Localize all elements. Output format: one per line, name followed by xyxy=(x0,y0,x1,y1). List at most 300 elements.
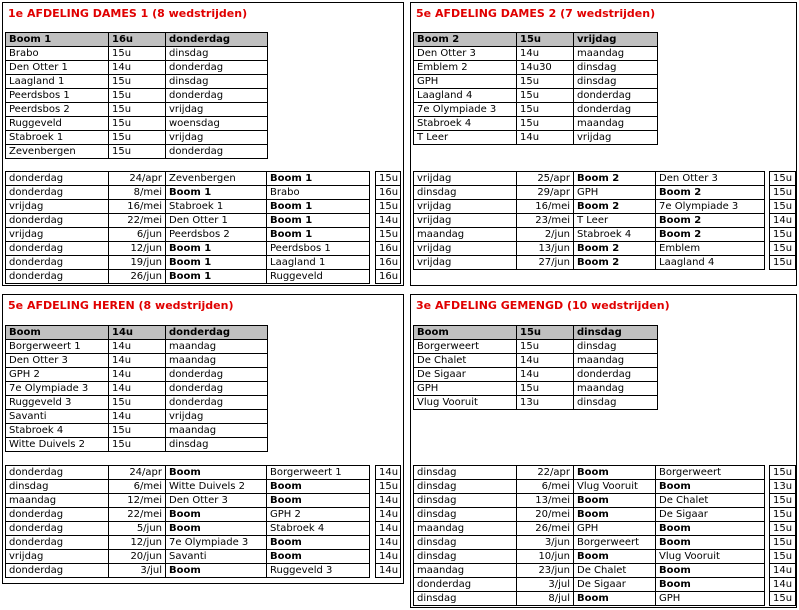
team-day-cell: woensdag xyxy=(166,117,268,131)
match-date-cell: 3/jul xyxy=(517,578,574,592)
match-row xyxy=(414,536,796,550)
match-away-cell: Laagland 1 xyxy=(267,256,370,270)
match-time-cell: 13u xyxy=(770,480,796,494)
team-name-cell: Witte Duivels 2 xyxy=(6,438,109,452)
team-time-cell: 14u xyxy=(109,340,166,354)
team-time-cell: 15u xyxy=(517,89,574,103)
match-time-cell: 14u xyxy=(376,466,401,480)
match-day-cell: dinsdag xyxy=(6,480,109,494)
team-time-cell: 14u xyxy=(109,61,166,75)
section-title: 1e AFDELING DAMES 1 (8 wedstrijden) xyxy=(8,7,248,20)
home-team-cell: Boom xyxy=(414,326,517,340)
match-row xyxy=(6,242,401,256)
match-day-cell: donderdag xyxy=(6,564,109,578)
match-time-cell: 15u xyxy=(376,172,401,186)
home-time-cell: 15u xyxy=(517,33,574,47)
match-time-cell: 16u xyxy=(376,242,401,256)
match-row xyxy=(6,494,401,508)
team-row xyxy=(6,368,268,382)
match-home-cell: Boom 2 xyxy=(574,172,656,186)
home-time-cell: 14u xyxy=(109,326,166,340)
match-home-cell: Boom xyxy=(574,508,656,522)
match-time-cell: 15u xyxy=(770,522,796,536)
team-day-cell: maandag xyxy=(166,340,268,354)
team-time-cell: 15u xyxy=(517,103,574,117)
team-row xyxy=(6,438,268,452)
match-time-cell: 15u xyxy=(770,186,796,200)
match-row xyxy=(6,200,401,214)
match-home-cell: Den Otter 3 xyxy=(166,494,267,508)
team-row xyxy=(6,47,268,61)
match-day-cell: dinsdag xyxy=(414,494,517,508)
team-time-cell: 15u xyxy=(517,340,574,354)
match-day-cell: maandag xyxy=(6,494,109,508)
match-away-cell: Borgerweert xyxy=(656,466,765,480)
match-date-cell: 22/mei xyxy=(109,214,166,228)
matches-table xyxy=(413,171,796,270)
match-day-cell: vrijdag xyxy=(414,172,517,186)
team-row xyxy=(6,131,268,145)
match-home-cell: Boom 1 xyxy=(166,270,267,284)
team-day-cell: vrijdag xyxy=(166,103,268,117)
team-time-cell: 14u xyxy=(109,368,166,382)
team-row xyxy=(414,103,658,117)
match-home-cell: Boom 1 xyxy=(166,242,267,256)
match-home-cell: Boom 2 xyxy=(574,200,656,214)
match-away-cell: Vlug Vooruit xyxy=(656,550,765,564)
team-time-cell: 13u xyxy=(517,396,574,410)
match-time-cell: 14u xyxy=(376,564,401,578)
team-name-cell: Ruggeveld 3 xyxy=(6,396,109,410)
team-day-cell: donderdag xyxy=(166,61,268,75)
match-home-cell: Boom 2 xyxy=(574,256,656,270)
match-away-cell: Boom 1 xyxy=(267,214,370,228)
matches-body xyxy=(414,172,796,270)
team-day-cell: maandag xyxy=(166,354,268,368)
team-day-cell: donderdag xyxy=(166,145,268,159)
team-time-cell: 15u xyxy=(517,75,574,89)
match-time-cell: 16u xyxy=(376,186,401,200)
match-time-cell: 14u xyxy=(376,536,401,550)
match-away-cell: Ruggeveld xyxy=(267,270,370,284)
match-time-cell: 14u xyxy=(376,508,401,522)
match-row xyxy=(414,592,796,606)
matches-body xyxy=(6,172,401,284)
match-time-cell: 15u xyxy=(376,480,401,494)
team-day-cell: dinsdag xyxy=(574,340,658,354)
match-time-cell: 15u xyxy=(770,200,796,214)
team-time-cell: 14u xyxy=(109,410,166,424)
home-team-cell: Boom xyxy=(6,326,109,340)
home-day-cell: donderdag xyxy=(166,33,268,47)
match-time-cell: 15u xyxy=(770,228,796,242)
match-day-cell: vrijdag xyxy=(414,214,517,228)
team-time-cell: 15u xyxy=(109,47,166,61)
team-name-cell: GPH xyxy=(414,75,517,89)
team-row xyxy=(6,89,268,103)
match-away-cell: GPH 2 xyxy=(267,508,370,522)
match-time-cell: 15u xyxy=(770,550,796,564)
team-row xyxy=(414,61,658,75)
match-home-cell: 7e Olympiade 3 xyxy=(166,536,267,550)
team-name-cell: Stabroek 1 xyxy=(6,131,109,145)
team-row xyxy=(6,61,268,75)
match-date-cell: 26/mei xyxy=(517,522,574,536)
team-day-cell: donderdag xyxy=(574,103,658,117)
section-gemengd xyxy=(410,294,797,608)
match-day-cell: dinsdag xyxy=(414,186,517,200)
match-away-cell: Boom xyxy=(267,536,370,550)
match-time-cell: 15u xyxy=(770,242,796,256)
match-date-cell: 3/jun xyxy=(517,536,574,550)
match-away-cell: Borgerweert 1 xyxy=(267,466,370,480)
match-time-cell: 16u xyxy=(376,270,401,284)
match-home-cell: Savanti xyxy=(166,550,267,564)
team-name-cell: 7e Olympiade 3 xyxy=(6,382,109,396)
match-away-cell: Stabroek 4 xyxy=(267,522,370,536)
match-day-cell: dinsdag xyxy=(414,466,517,480)
match-home-cell: Peerdsbos 2 xyxy=(166,228,267,242)
match-date-cell: 25/apr xyxy=(517,172,574,186)
home-day-cell: vrijdag xyxy=(574,33,658,47)
match-home-cell: Boom xyxy=(166,466,267,480)
team-row xyxy=(6,424,268,438)
matches-table xyxy=(5,465,401,578)
match-time-cell: 14u xyxy=(376,494,401,508)
match-home-cell: De Chalet xyxy=(574,564,656,578)
match-home-cell: De Sigaar xyxy=(574,578,656,592)
match-date-cell: 23/jun xyxy=(517,564,574,578)
match-home-cell: Vlug Vooruit xyxy=(574,480,656,494)
match-date-cell: 26/jun xyxy=(109,270,166,284)
match-date-cell: 20/mei xyxy=(517,508,574,522)
match-away-cell: Den Otter 3 xyxy=(656,172,765,186)
team-day-cell: maandag xyxy=(574,354,658,368)
match-row xyxy=(6,522,401,536)
teams-body xyxy=(414,33,658,145)
team-row xyxy=(414,354,658,368)
match-day-cell: vrijdag xyxy=(6,550,109,564)
match-time-cell: 14u xyxy=(770,564,796,578)
match-row xyxy=(414,228,796,242)
match-home-cell: Boom xyxy=(574,466,656,480)
section-heren xyxy=(2,294,404,584)
match-home-cell: Den Otter 1 xyxy=(166,214,267,228)
match-away-cell: Boom xyxy=(267,494,370,508)
team-name-cell: Savanti xyxy=(6,410,109,424)
match-date-cell: 8/mei xyxy=(109,186,166,200)
team-name-cell: Laagland 4 xyxy=(414,89,517,103)
team-name-cell: Borgerweert xyxy=(414,340,517,354)
team-name-cell: Den Otter 3 xyxy=(414,47,517,61)
team-name-cell: GPH xyxy=(414,382,517,396)
team-name-cell: Den Otter 1 xyxy=(6,61,109,75)
match-day-cell: donderdag xyxy=(6,256,109,270)
team-day-cell: maandag xyxy=(574,47,658,61)
match-date-cell: 12/mei xyxy=(109,494,166,508)
team-name-cell: T Leer xyxy=(414,131,517,145)
team-day-cell: dinsdag xyxy=(574,61,658,75)
match-away-cell: Laagland 4 xyxy=(656,256,765,270)
match-away-cell: Boom xyxy=(267,480,370,494)
match-day-cell: donderdag xyxy=(6,536,109,550)
match-date-cell: 13/jun xyxy=(517,242,574,256)
match-away-cell: De Chalet xyxy=(656,494,765,508)
team-day-cell: dinsdag xyxy=(574,75,658,89)
match-date-cell: 6/mei xyxy=(109,480,166,494)
team-day-cell: donderdag xyxy=(166,396,268,410)
team-day-cell: donderdag xyxy=(574,89,658,103)
match-date-cell: 10/jun xyxy=(517,550,574,564)
match-row xyxy=(414,578,796,592)
team-time-cell: 15u xyxy=(517,382,574,396)
match-home-cell: Boom xyxy=(574,592,656,606)
match-away-cell: Ruggeveld 3 xyxy=(267,564,370,578)
section-title: 5e AFDELING HEREN (8 wedstrijden) xyxy=(8,299,234,312)
match-away-cell: Emblem xyxy=(656,242,765,256)
team-row xyxy=(6,145,268,159)
match-day-cell: donderdag xyxy=(6,270,109,284)
match-home-cell: Boom xyxy=(574,494,656,508)
team-row xyxy=(6,103,268,117)
team-day-cell: vrijdag xyxy=(166,410,268,424)
team-time-cell: 14u xyxy=(109,354,166,368)
match-day-cell: donderdag xyxy=(6,466,109,480)
team-name-cell: Peerdsbos 2 xyxy=(6,103,109,117)
match-date-cell: 24/apr xyxy=(109,466,166,480)
team-row xyxy=(414,368,658,382)
team-name-cell: Vlug Vooruit xyxy=(414,396,517,410)
team-day-cell: dinsdag xyxy=(166,47,268,61)
match-row xyxy=(6,508,401,522)
match-time-cell: 15u xyxy=(770,494,796,508)
team-name-cell: Borgerweert 1 xyxy=(6,340,109,354)
teams-body xyxy=(414,326,658,410)
home-day-cell: dinsdag xyxy=(574,326,658,340)
match-date-cell: 22/apr xyxy=(517,466,574,480)
match-home-cell: Boom xyxy=(574,550,656,564)
team-row xyxy=(6,410,268,424)
team-time-cell: 15u xyxy=(109,89,166,103)
home-team-cell: Boom 2 xyxy=(414,33,517,47)
team-row xyxy=(414,396,658,410)
team-name-cell: Zevenbergen xyxy=(6,145,109,159)
team-time-cell: 14u xyxy=(517,47,574,61)
team-day-cell: vrijdag xyxy=(574,131,658,145)
team-time-cell: 15u xyxy=(109,131,166,145)
match-day-cell: maandag xyxy=(414,522,517,536)
section-dames-1 xyxy=(2,2,404,286)
match-home-cell: Witte Duivels 2 xyxy=(166,480,267,494)
match-row xyxy=(6,172,401,186)
match-day-cell: donderdag xyxy=(6,172,109,186)
team-day-cell: vrijdag xyxy=(166,131,268,145)
team-name-cell: Stabroek 4 xyxy=(414,117,517,131)
match-day-cell: dinsdag xyxy=(414,550,517,564)
match-row xyxy=(6,270,401,284)
match-away-cell: Peerdsbos 1 xyxy=(267,242,370,256)
team-day-cell: donderdag xyxy=(574,368,658,382)
match-day-cell: dinsdag xyxy=(414,592,517,606)
match-date-cell: 6/jun xyxy=(109,228,166,242)
match-time-cell: 15u xyxy=(770,536,796,550)
match-time-cell: 14u xyxy=(376,214,401,228)
team-row xyxy=(6,117,268,131)
team-time-cell: 15u xyxy=(109,145,166,159)
match-home-cell: Boom 2 xyxy=(574,242,656,256)
match-row xyxy=(414,522,796,536)
match-away-cell: Boom 1 xyxy=(267,228,370,242)
match-row xyxy=(414,172,796,186)
team-time-cell: 15u xyxy=(109,103,166,117)
match-day-cell: maandag xyxy=(414,564,517,578)
match-day-cell: donderdag xyxy=(414,578,517,592)
team-row xyxy=(6,396,268,410)
match-away-cell: Boom 2 xyxy=(656,186,765,200)
match-date-cell: 23/mei xyxy=(517,214,574,228)
team-row xyxy=(414,131,658,145)
team-name-cell: Brabo xyxy=(6,47,109,61)
match-away-cell: Boom xyxy=(656,522,765,536)
match-row xyxy=(414,480,796,494)
teams-header-row xyxy=(6,33,268,47)
match-away-cell: Boom 1 xyxy=(267,200,370,214)
team-row xyxy=(414,382,658,396)
match-time-cell: 15u xyxy=(770,508,796,522)
match-row xyxy=(414,256,796,270)
match-day-cell: donderdag xyxy=(6,214,109,228)
match-day-cell: vrijdag xyxy=(6,200,109,214)
match-home-cell: Zevenbergen xyxy=(166,172,267,186)
match-time-cell: 15u xyxy=(770,172,796,186)
team-time-cell: 15u xyxy=(109,75,166,89)
match-time-cell: 14u xyxy=(376,550,401,564)
team-day-cell: maandag xyxy=(574,382,658,396)
match-row xyxy=(6,550,401,564)
match-time-cell: 15u xyxy=(770,256,796,270)
teams-table xyxy=(413,32,658,145)
team-time-cell: 14u xyxy=(109,382,166,396)
match-date-cell: 8/jul xyxy=(517,592,574,606)
match-day-cell: dinsdag xyxy=(414,508,517,522)
team-time-cell: 14u xyxy=(517,368,574,382)
match-time-cell: 15u xyxy=(376,228,401,242)
matches-body xyxy=(6,466,401,578)
match-away-cell: 7e Olympiade 3 xyxy=(656,200,765,214)
match-home-cell: Boom xyxy=(166,522,267,536)
team-time-cell: 15u xyxy=(109,396,166,410)
team-time-cell: 15u xyxy=(109,438,166,452)
home-time-cell: 15u xyxy=(517,326,574,340)
team-name-cell: Stabroek 4 xyxy=(6,424,109,438)
matches-table xyxy=(5,171,401,284)
match-away-cell: De Sigaar xyxy=(656,508,765,522)
match-row xyxy=(414,550,796,564)
match-row xyxy=(414,508,796,522)
team-row xyxy=(414,47,658,61)
match-date-cell: 27/jun xyxy=(517,256,574,270)
match-home-cell: Stabroek 1 xyxy=(166,200,267,214)
match-home-cell: Boom xyxy=(166,564,267,578)
team-row xyxy=(414,117,658,131)
team-name-cell: GPH 2 xyxy=(6,368,109,382)
teams-header-row xyxy=(6,326,268,340)
team-time-cell: 14u xyxy=(517,354,574,368)
match-row xyxy=(6,228,401,242)
match-home-cell: GPH xyxy=(574,186,656,200)
match-row xyxy=(414,214,796,228)
match-date-cell: 19/jun xyxy=(109,256,166,270)
match-time-cell: 15u xyxy=(376,200,401,214)
team-row xyxy=(414,89,658,103)
match-day-cell: vrijdag xyxy=(414,200,517,214)
match-row xyxy=(414,564,796,578)
team-day-cell: donderdag xyxy=(166,89,268,103)
match-row xyxy=(414,200,796,214)
teams-header-row xyxy=(414,33,658,47)
match-home-cell: GPH xyxy=(574,522,656,536)
team-row xyxy=(6,354,268,368)
match-row xyxy=(6,466,401,480)
match-time-cell: 14u xyxy=(376,522,401,536)
team-time-cell: 14u xyxy=(517,131,574,145)
match-away-cell: Boom xyxy=(267,550,370,564)
home-time-cell: 16u xyxy=(109,33,166,47)
match-row xyxy=(414,466,796,480)
match-day-cell: donderdag xyxy=(6,508,109,522)
team-row xyxy=(6,340,268,354)
team-name-cell: Ruggeveld xyxy=(6,117,109,131)
match-day-cell: vrijdag xyxy=(414,242,517,256)
team-time-cell: 14u30 xyxy=(517,61,574,75)
matches-body xyxy=(414,466,796,606)
match-away-cell: Boom xyxy=(656,536,765,550)
matches-table xyxy=(413,465,796,606)
team-row xyxy=(414,340,658,354)
teams-body xyxy=(6,33,268,159)
match-date-cell: 16/mei xyxy=(517,200,574,214)
home-team-cell: Boom 1 xyxy=(6,33,109,47)
match-time-cell: 15u xyxy=(770,466,796,480)
team-time-cell: 15u xyxy=(109,424,166,438)
match-row xyxy=(6,256,401,270)
team-name-cell: Peerdsbos 1 xyxy=(6,89,109,103)
match-day-cell: vrijdag xyxy=(414,256,517,270)
team-day-cell: maandag xyxy=(574,117,658,131)
match-home-cell: Borgerweert xyxy=(574,536,656,550)
match-date-cell: 22/mei xyxy=(109,508,166,522)
match-date-cell: 12/jun xyxy=(109,536,166,550)
team-name-cell: De Sigaar xyxy=(414,368,517,382)
team-day-cell: maandag xyxy=(166,424,268,438)
match-date-cell: 12/jun xyxy=(109,242,166,256)
teams-table xyxy=(5,32,268,159)
match-away-cell: Brabo xyxy=(267,186,370,200)
match-date-cell: 2/jun xyxy=(517,228,574,242)
team-time-cell: 15u xyxy=(517,117,574,131)
team-day-cell: dinsdag xyxy=(166,438,268,452)
match-date-cell: 29/apr xyxy=(517,186,574,200)
match-row xyxy=(6,536,401,550)
match-time-cell: 15u xyxy=(770,592,796,606)
match-away-cell: GPH xyxy=(656,592,765,606)
match-day-cell: dinsdag xyxy=(414,536,517,550)
match-date-cell: 5/jun xyxy=(109,522,166,536)
team-time-cell: 15u xyxy=(109,117,166,131)
match-time-cell: 14u xyxy=(770,214,796,228)
section-title: 3e AFDELING GEMENGD (10 wedstrijden) xyxy=(416,299,670,312)
match-row xyxy=(6,564,401,578)
